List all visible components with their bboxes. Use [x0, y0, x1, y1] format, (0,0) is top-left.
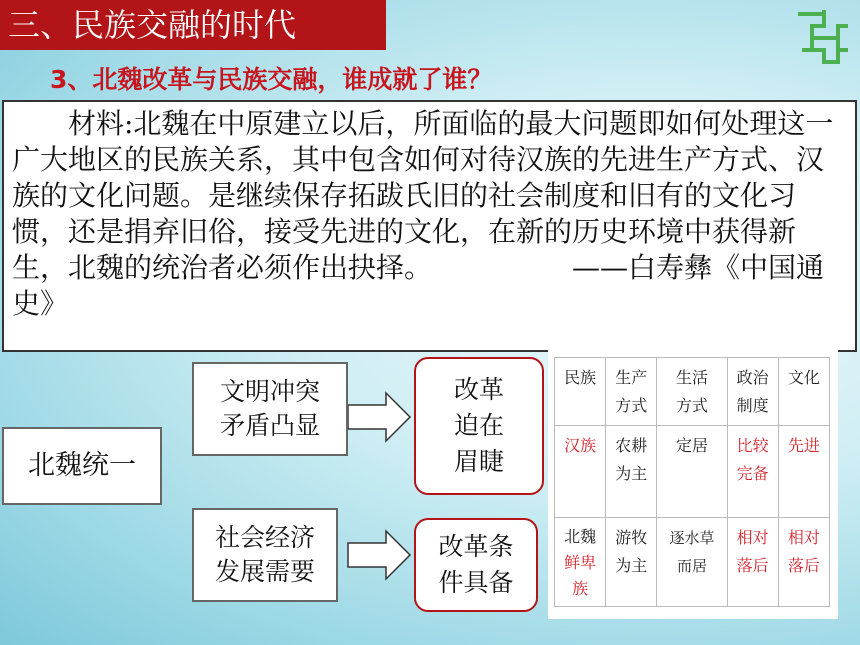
comparison-table: [554, 357, 830, 607]
upper-result-box: [414, 357, 544, 495]
header-cell-ethnic: 民族: [555, 358, 606, 426]
upper-cause-box: [192, 362, 348, 456]
arrow-lower: [348, 531, 410, 579]
lattice-decoration-icon: [794, 6, 852, 68]
cell-han-living: 定居: [657, 426, 727, 518]
upper-cause-line-2: 矛盾凸显: [219, 411, 320, 440]
lower-result-line-2: 件具备: [438, 568, 514, 597]
arrow-upper: [348, 393, 410, 441]
cell-beiwei-living: 逐水草 而居: [657, 518, 727, 607]
header-cell-production: 生产 方式: [606, 358, 657, 426]
cell-han-ethnic: 汉族: [555, 426, 606, 518]
header-cell-political: 政治 制度: [727, 358, 778, 426]
cell-beiwei-ethnic: 北魏 鲜卑 族: [555, 518, 606, 607]
table-header-row: [555, 358, 830, 426]
start-label: 北魏统一: [28, 450, 136, 481]
upper-cause-line-1: 文明冲突: [219, 377, 320, 406]
section-banner: [0, 0, 386, 50]
question-subtitle: 3、北魏改革与民族交融，谁成就了谁？: [50, 65, 493, 94]
table-row-beiwei: [555, 518, 830, 607]
lower-cause-box: [192, 508, 338, 602]
material-paragraph: 材料:北魏在中原建立以后，所面临的最大问题即如何处理这一广大地区的民族关系，其中包含如何对待汉族的先进生产方式、汉族的文化问题。是继续保存拓跋氏旧的社会制度和旧有的文化习惯，还是捐弃旧俗，接受先进的文化，在新的历史环境中获得新生，北魏的统治者必须作出抉择。: [12, 107, 834, 284]
header-cell-culture: 文化: [778, 358, 829, 426]
table-row-han: [555, 426, 830, 518]
cell-beiwei-political: 相对 落后: [727, 518, 778, 607]
cell-beiwei-culture: 相对 落后: [778, 518, 829, 607]
cell-han-culture: 先进: [778, 426, 829, 518]
header-cell-living: 生活 方式: [657, 358, 727, 426]
cell-han-political: 比较 完备: [727, 426, 778, 518]
lower-result-line-1: 改革条: [438, 532, 514, 561]
upper-result-line-1: 改革: [453, 375, 504, 404]
lower-cause-line-1: 社会经济: [214, 523, 315, 552]
lower-result-box: [414, 518, 538, 612]
upper-result-line-3: 眉睫: [453, 447, 504, 476]
cell-han-production: 农耕 为主: [606, 426, 657, 518]
lower-cause-line-2: 发展需要: [214, 557, 315, 586]
material-text-box: [2, 100, 857, 352]
material-source: ——白寿彝《中国通史》: [12, 251, 825, 320]
comparison-table-panel: [548, 347, 838, 619]
upper-result-line-2: 迫在: [453, 411, 504, 440]
cell-beiwei-production: 游牧 为主: [606, 518, 657, 607]
section-title: 三、民族交融的时代: [8, 6, 297, 44]
